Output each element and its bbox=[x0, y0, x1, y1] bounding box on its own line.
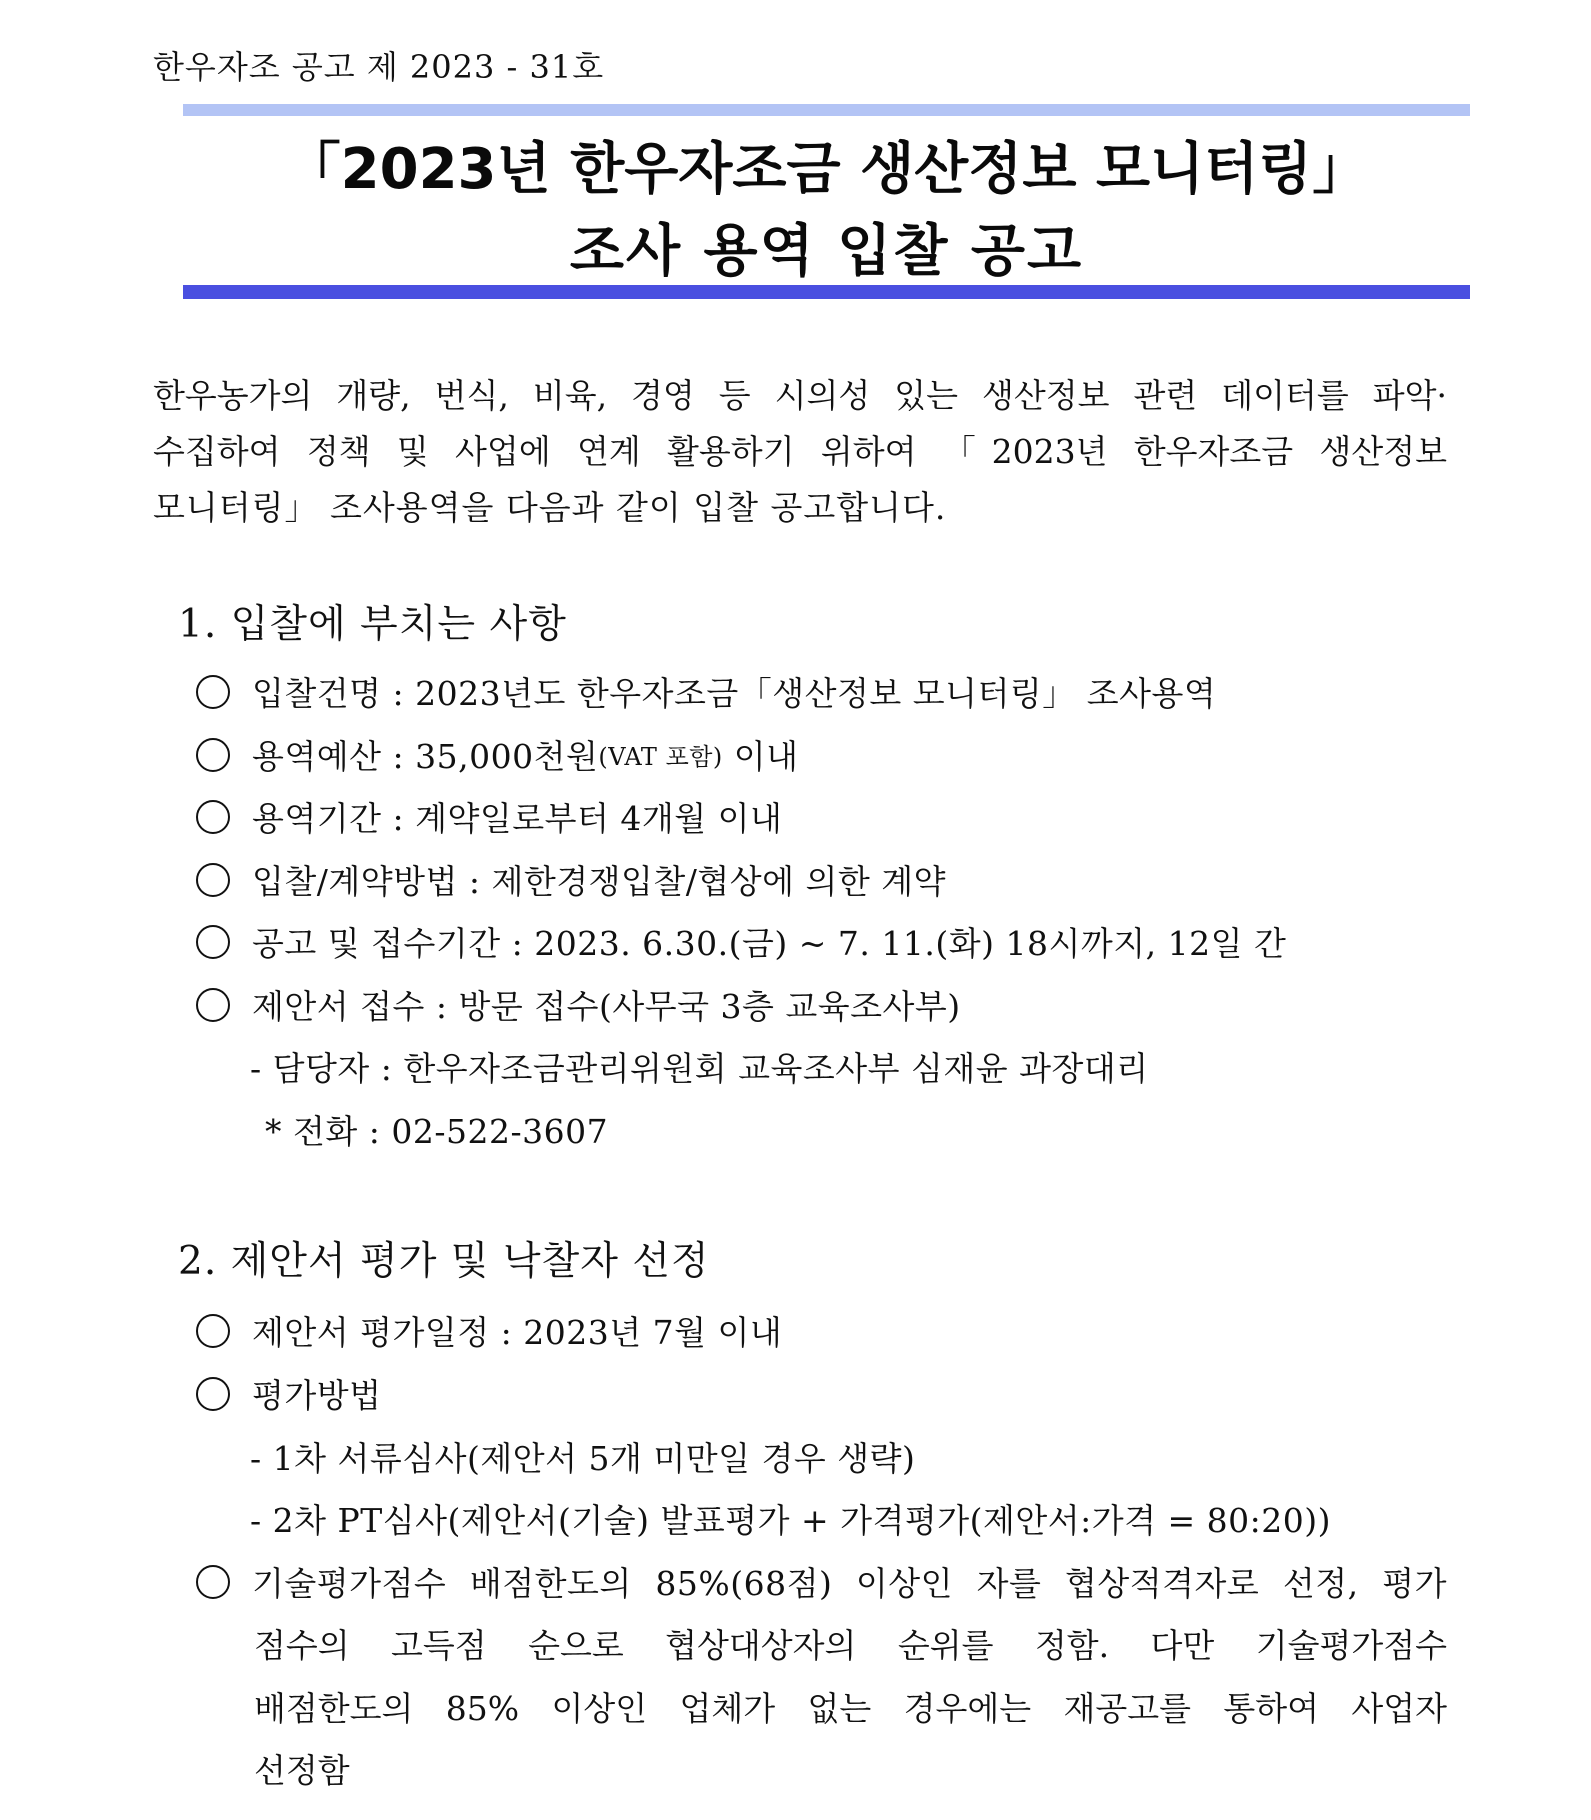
budget-vat-note: (VAT 포함) bbox=[598, 743, 723, 771]
list-item-eval-method bbox=[196, 1370, 382, 1417]
intro-line-3: 모니터링」 조사용역을 다음과 같이 입찰 공고합니다. bbox=[153, 488, 947, 527]
criteria-line-4: 선정함 bbox=[254, 1751, 350, 1790]
page-title-line2: 조사 용역 입찰 공고 bbox=[569, 219, 1084, 284]
section2-heading: 2. 제안서 평가 및 낙찰자 선정 bbox=[178, 1239, 710, 1284]
criteria-line-2: 점수의 고득점 순으로 협상대상자의 순위를 정함. 다만 기술평가점수 bbox=[254, 1626, 1447, 1665]
item-text: 공고 및 접수기간 : 2023. 6.30.(금) ~ 7. 11.(화) 18시까지, 12일 간 bbox=[252, 924, 1287, 963]
circle-bullet-icon bbox=[196, 1565, 230, 1599]
title-top-rule bbox=[183, 104, 1470, 116]
list-item-period bbox=[196, 793, 782, 840]
intro-line-1: 한우농가의 개량, 번식, 비육, 경영 등 시의성 있는 생산정보 관련 데이터를 파악· bbox=[153, 376, 1447, 415]
list-item-eval-schedule bbox=[196, 1307, 782, 1354]
circle-bullet-icon bbox=[196, 1314, 230, 1348]
eval-step-1: - 1차 서류심사(제안서 5개 미만일 경우 생략) bbox=[250, 1439, 916, 1478]
circle-bullet-icon bbox=[196, 800, 230, 834]
list-item-bid-name bbox=[196, 668, 1216, 715]
item-text: 용역기간 : 계약일로부터 4개월 이내 bbox=[252, 799, 783, 838]
criteria-line-1: 기술평가점수 배점한도의 85%(68점) 이상인 자를 협상적격자로 선정, 평가 bbox=[252, 1564, 1447, 1603]
circle-bullet-icon bbox=[196, 738, 230, 772]
list-item-budget bbox=[196, 731, 799, 778]
circle-bullet-icon bbox=[196, 863, 230, 897]
section1-heading: 1. 입찰에 부치는 사항 bbox=[178, 602, 567, 647]
list-item-contract-method bbox=[196, 856, 946, 903]
circle-bullet-icon bbox=[196, 925, 230, 959]
item-text: 제안서 접수 : 방문 접수(사무국 3층 교육조사부) bbox=[252, 987, 961, 1026]
budget-prefix: 용역예산 : 35,000천원 bbox=[252, 737, 599, 776]
circle-bullet-icon bbox=[196, 675, 230, 709]
circle-bullet-icon bbox=[196, 988, 230, 1022]
document-number: 한우자조 공고 제 2023 - 31호 bbox=[153, 48, 605, 86]
intro-line-2: 수집하여 정책 및 사업에 연계 활용하기 위하여 「2023년 한우자조금 생산정보 bbox=[153, 432, 1447, 471]
contact-phone: * 전화 : 02-522-3607 bbox=[265, 1112, 609, 1151]
budget-suffix: 이내 bbox=[722, 737, 799, 776]
item-text: 평가방법 bbox=[252, 1376, 382, 1415]
page-title-line1: 「2023년 한우자조금 생산정보 모니터링」 bbox=[284, 137, 1369, 202]
item-text: 입찰건명 : 2023년도 한우자조금「생산정보 모니터링」 조사용역 bbox=[252, 674, 1217, 713]
title-bottom-rule bbox=[183, 285, 1470, 299]
item-text: 제안서 평가일정 : 2023년 7월 이내 bbox=[252, 1313, 783, 1352]
list-item-eval-criteria bbox=[196, 1558, 1447, 1605]
list-item-proposal-submission bbox=[196, 981, 961, 1028]
criteria-line-3: 배점한도의 85% 이상인 업체가 없는 경우에는 재공고를 통하여 사업자 bbox=[254, 1689, 1447, 1728]
circle-bullet-icon bbox=[196, 1377, 230, 1411]
eval-step-2: - 2차 PT심사(제안서(기술) 발표평가 + 가격평가(제안서:가격 = 80:20)) bbox=[250, 1501, 1331, 1540]
item-text: 입찰/계약방법 : 제한경쟁입찰/협상에 의한 계약 bbox=[252, 862, 946, 901]
contact-person: - 담당자 : 한우자조금관리위원회 교육조사부 심재윤 과장대리 bbox=[250, 1049, 1149, 1088]
list-item-notice-period bbox=[196, 918, 1286, 965]
